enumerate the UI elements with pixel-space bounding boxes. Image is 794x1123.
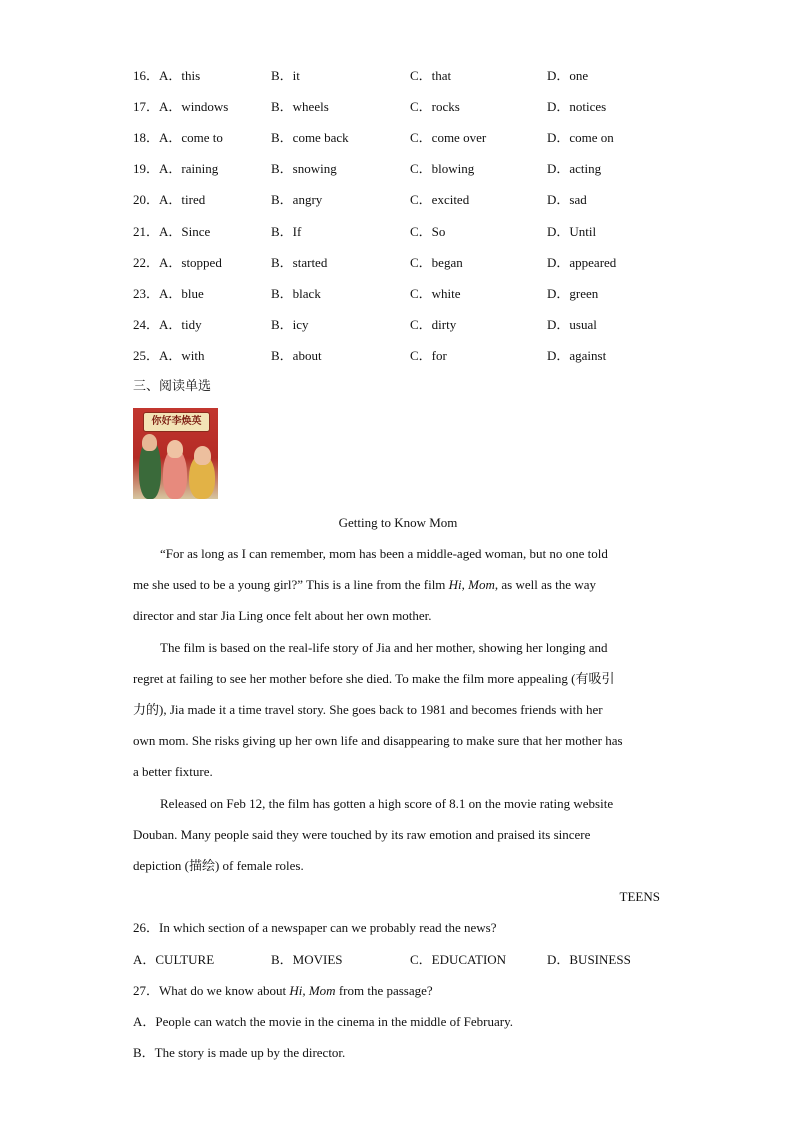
option-d: D．Until [547, 224, 597, 239]
option-b: B．wheels [271, 99, 329, 114]
question-27-option-a: A．People can watch the movie in the cinema in the middle of February. [133, 1014, 514, 1029]
option-b: B．If [271, 224, 302, 239]
film-title: Hi, Mom [289, 983, 336, 998]
question-18-options [133, 128, 663, 148]
option-a: 23．A．blue [133, 286, 204, 301]
paragraph-1-line-2: me she used to be a young girl?” This is a line from the film Hi, Mom, as well as the way [133, 577, 596, 592]
option-d: D．sad [547, 192, 587, 207]
question-20-options [133, 190, 663, 210]
paragraph-2-line-5: a better fixture. [133, 764, 213, 779]
poster-figure-left-head [142, 434, 157, 451]
option-b: B．started [271, 255, 328, 270]
option-b: B．about [271, 348, 322, 363]
question-19-options [133, 159, 663, 179]
paragraph-1-line-1: “For as long as I can remember, mom has been a middle-aged woman, but no one told [160, 546, 608, 561]
option-a: 21．A．Since [133, 224, 211, 239]
option-a: 20．A．tired [133, 192, 206, 207]
option-c: C．for [410, 348, 447, 363]
option-a: 17．A．windows [133, 99, 229, 114]
option-d: D．come on [547, 130, 614, 145]
option-d: D．BUSINESS [547, 952, 631, 967]
option-c: C．EDUCATION [410, 952, 507, 967]
question-16-options [133, 66, 663, 86]
option-d: D．acting [547, 161, 602, 176]
option-a: 18．A．come to [133, 130, 223, 145]
option-c: C．So [410, 224, 446, 239]
question-23-options [133, 284, 663, 304]
option-b: B．icy [271, 317, 309, 332]
option-d: D．notices [547, 99, 607, 114]
option-c: C．dirty [410, 317, 457, 332]
option-b: B．come back [271, 130, 349, 145]
option-b: B．black [271, 286, 321, 301]
option-b: B．MOVIES [271, 952, 343, 967]
option-a: 19．A．raining [133, 161, 219, 176]
option-d: D．one [547, 68, 589, 83]
option-a: 22．A．stopped [133, 255, 222, 270]
option-c: C．come over [410, 130, 487, 145]
paragraph-3-line-1: Released on Feb 12, the film has gotten a high score of 8.1 on the movie rating website [160, 796, 614, 811]
option-a: 24．A．tidy [133, 317, 202, 332]
option-c: C．rocks [410, 99, 460, 114]
article-source: TEENS [619, 889, 660, 904]
option-b: B．snowing [271, 161, 337, 176]
poster-figure-center-head [167, 440, 183, 458]
question-17-options [133, 97, 663, 117]
option-c: C．excited [410, 192, 470, 207]
option-c: C．began [410, 255, 463, 270]
option-a: 16．A．this [133, 68, 201, 83]
section-heading: 三、阅读单选 [133, 379, 212, 394]
paragraph-3-line-2: Douban. Many people said they were touched by its raw emotion and praised its sincere [133, 827, 591, 842]
article-title: Getting to Know Mom [338, 515, 458, 530]
option-b: B．angry [271, 192, 323, 207]
paragraph-2-line-3: 力的), Jia made it a time travel story. She goes back to 1981 and becomes friends with her [133, 702, 603, 717]
poster-figure-right-head [194, 446, 211, 465]
option-c: C．blowing [410, 161, 475, 176]
question-26-options [133, 950, 663, 970]
movie-poster-image [133, 408, 218, 499]
paragraph-2-line-4: own mom. She risks giving up her own life and disappearing to make sure that her mother has [133, 733, 623, 748]
option-c: C．white [410, 286, 461, 301]
question-24-options [133, 315, 663, 335]
option-d: D．green [547, 286, 599, 301]
option-b: B．it [271, 68, 300, 83]
paragraph-3-line-3: depiction (描绘) of female roles. [133, 858, 304, 873]
option-d: D．usual [547, 317, 597, 332]
question-27-option-b: B．The story is made up by the director. [133, 1045, 346, 1060]
option-a: A．CULTURE [133, 952, 215, 967]
question-26-stem: 26．In which section of a newspaper can we probably read the news? [133, 920, 497, 935]
question-25-options [133, 346, 663, 366]
question-27-stem: 27．What do we know about Hi, Mom from the passage? [133, 983, 433, 998]
question-22-options [133, 253, 663, 273]
question-21-options [133, 222, 663, 242]
paragraph-2-line-1: The film is based on the real-life story of Jia and her mother, showing her longing and [160, 640, 608, 655]
option-d: D．against [547, 348, 607, 363]
poster-title-banner: 你好李焕英 [143, 412, 210, 432]
option-d: D．appeared [547, 255, 617, 270]
paragraph-2-line-2: regret at failing to see her mother before she died. To make the film more appealing (有吸引 [133, 671, 615, 686]
film-title: Hi, Mom [448, 577, 495, 592]
paragraph-1-line-3: director and star Jia Ling once felt about her own mother. [133, 608, 432, 623]
option-c: C．that [410, 68, 452, 83]
option-a: 25．A．with [133, 348, 205, 363]
